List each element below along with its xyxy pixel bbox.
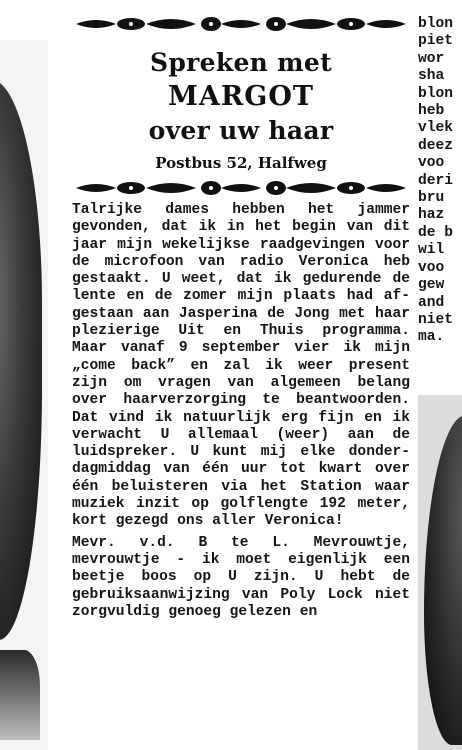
- right-column-line: sha: [418, 68, 445, 85]
- right-column-line: wil: [418, 242, 445, 259]
- left-hair-photo: [0, 40, 48, 750]
- right-column-line: deri: [418, 172, 454, 189]
- right-column-line: deez: [418, 137, 454, 154]
- title-line-3: over uw haar: [148, 116, 334, 145]
- right-hair-photo: [418, 395, 462, 750]
- right-column-line: niet: [418, 311, 454, 328]
- right-column-line: voo: [418, 259, 445, 276]
- right-column-line: wor: [418, 50, 445, 67]
- article-paragraph-1: [72, 202, 410, 531]
- title-line-2: MARGOT: [168, 81, 314, 112]
- right-column-line: and: [418, 294, 445, 311]
- right-column-line: bru: [418, 190, 445, 207]
- paragraph-1-lead: Talrijke dames: [72, 202, 210, 218]
- hair-shape: [424, 415, 462, 745]
- right-column-line: vlek: [418, 120, 454, 137]
- paragraph-2-text: Mevrouwtje, mevrouwtje - ik moet eigenlijk een beetje boos op U zijn. U hebt de gebruiksaanwijzing van Poly Lock niet zorgvuldig genoeg gelezen en: [72, 534, 411, 620]
- right-column-line: ma.: [418, 329, 445, 346]
- title-line-1: Spreken met: [150, 48, 332, 77]
- article-column: [72, 0, 410, 621]
- right-column-line: haz: [418, 207, 445, 224]
- right-column-line: blon: [418, 16, 454, 32]
- right-column-line: gew: [418, 277, 445, 294]
- hair-shape-lower: [0, 650, 40, 740]
- article-paragraph-2: [72, 535, 410, 621]
- right-column-line: voo: [418, 155, 445, 172]
- right-column-line: piet: [418, 33, 454, 50]
- paragraph-1-text: hebben het jammer gevonden, dat ik in het begin van dit jaar mijn wekelijkse raadgevingen voor de microfoon van radio Veronica heb gestaakt. U weet, dat ik gedurende de lente en de zomer mijn plaats had afgestaan aan Jasperina de Jong met haar plezierige Uit en Thuis programma. Maar vanaf 9 september vier ik mijn „come back” en zal ik weer present zijn om vragen van algemeen belang over haarverzorging te beantwoorden. Dat vind ik natuurlijk erg fijn en ik verwacht U allemaal (weer) aan de luidspreker. U kunt mij elke donderdagmiddag van één uur tot kwart over één beluisteren via het Station waar muziek inzit op golflengte 192 meter, kort gezegd ons aller Veronica!: [72, 202, 410, 530]
- top-ornament: [76, 14, 406, 36]
- right-column-line: blon: [418, 85, 454, 102]
- right-column-clipped: [418, 16, 462, 347]
- right-column-line: heb: [418, 103, 445, 120]
- paragraph-2-lead: Mevr. v.d. B te L.: [72, 534, 290, 551]
- hair-shape: [0, 80, 42, 640]
- right-column-line: de b: [418, 224, 454, 241]
- bottom-ornament: [76, 178, 406, 200]
- postal-address: Postbus 52, Halfweg: [155, 154, 327, 172]
